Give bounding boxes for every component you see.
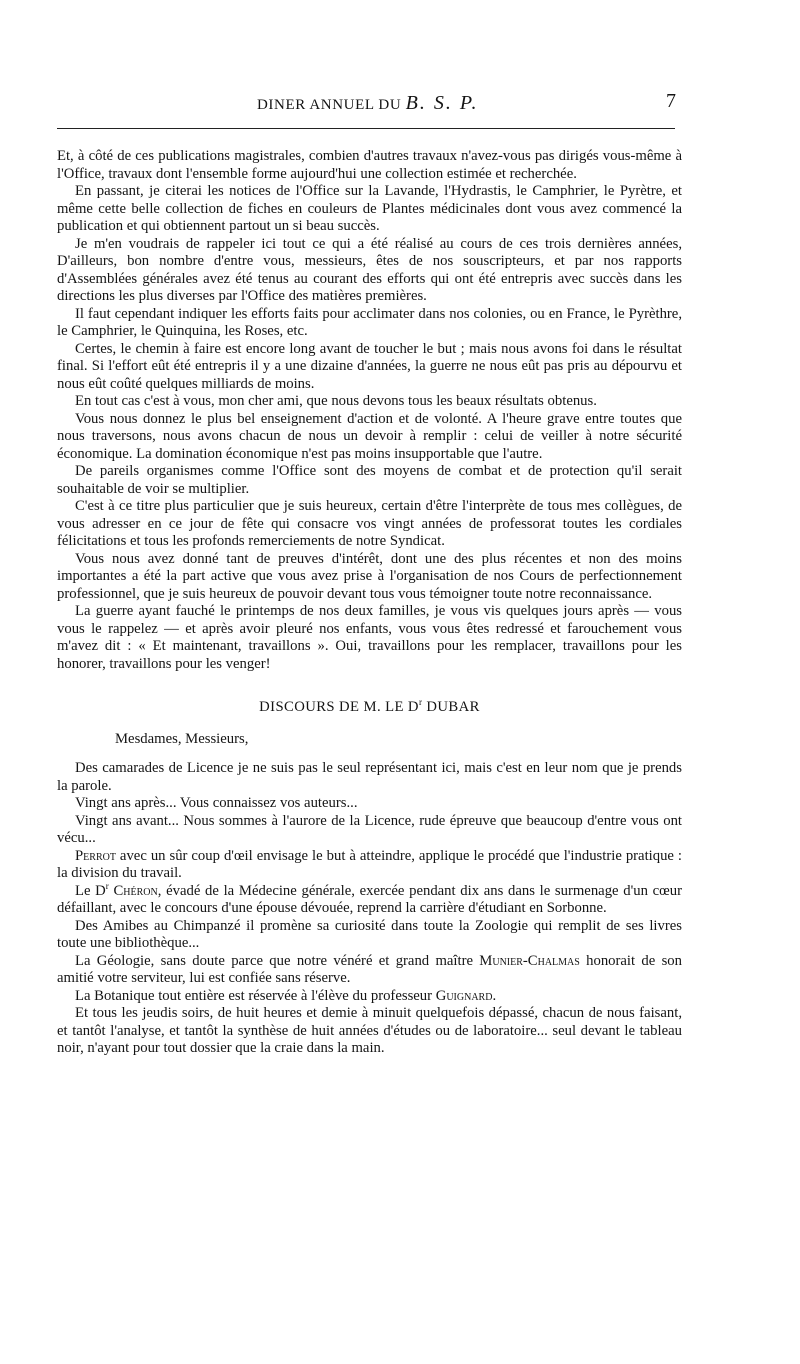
heading-suffix: DUBAR	[422, 699, 480, 715]
salutation: Mesdames, Messieurs,	[115, 730, 249, 747]
paragraph	[57, 848, 682, 883]
paragraph: La guerre ayant fauché le printemps de nos deux familles, je vous vis quelques jours après — vous vous le rappelez — et après avoir pleuré nos enfants, vous vous êtes redressé et farouchement vous m'avez dit : « Et maintenant, travaillons ». Oui, travaillons pour les remplacer, travaillons pour les honorer, travaillons pour les venger!	[57, 603, 682, 672]
running-title	[257, 92, 478, 115]
paragraph-text: Le D	[75, 882, 106, 899]
paragraph-text: La Botanique tout entière est réservée à l'élève du professeur	[75, 987, 436, 1004]
paragraph: Vingt ans avant... Nous sommes à l'aurore de la Licence, rude épreuve que beaucoup d'entre vous ont vécu...	[57, 812, 682, 846]
paragraph: Des Amibes au Chimpanzé il promène sa curiosité dans toute la Zoologie qui remplit de ses livres toute une bibliothèque...	[57, 917, 682, 951]
body-text	[57, 148, 682, 1058]
paragraph: Des camarades de Licence je ne suis pas le seul représentant ici, mais c'est en leur nom que je prends la parole.	[57, 760, 682, 794]
paragraph-text: La Géologie, sans doute parce que notre vénéré et grand maître	[75, 952, 480, 969]
paragraph: Et tous les jeudis soirs, de huit heures et demie à minuit quelquefois dépassé, chacun de nous faisant, et tantôt l'analyse, et tantôt la synthèse de huit années d'études ou de laboratoire... seul devant le tableau noir, n'ayant pour tout dossier que la craie dans la main.	[57, 1005, 682, 1056]
title-sup: r	[105, 880, 109, 891]
person-name: Chéron	[108, 882, 158, 899]
running-title-initials: B. S. P.	[405, 92, 479, 114]
paragraph-text: , évadé de la Médecine générale, exercée pendant dix ans dans le surmenage d'un cœur défaillant, avec le concours d'une épouse dévouée, reprend la carrière d'étudiant en Sorbonne.	[57, 882, 682, 916]
heading-prefix: DISCOURS DE M. LE D	[259, 699, 419, 715]
paragraph: En tout cas c'est à vous, mon cher ami, que nous devons tous les beaux résultats obtenus.	[75, 393, 597, 409]
page-number: 7	[666, 90, 676, 112]
paragraph-text: avec un sûr coup d'œil envisage le but à atteindre, applique le procédé que l'industrie pratique : la division du travail.	[57, 847, 682, 881]
paragraph: Certes, le chemin à faire est encore long avant de toucher le but ; mais nous avons foi dans le résultat final. Si l'effort eût été entrepris il y a une dizaine d'années, la guerre ne nous eût pas pris au dépourvu et nous eût coûté quelques milliards de moins.	[57, 340, 682, 392]
paragraph: Je m'en voudrais de rappeler ici tout ce qui a été réalisé au cours de ces trois dernières années, D'ailleurs, bon nombre d'entre vous, messieurs, êtes de nos souscripteurs, et par nos rapports d'Assemblées générales avez été tenus au courant des efforts qui ont été entrepris avec succès dans les directions les plus diverses par l'Office des matières premières.	[57, 235, 682, 304]
paragraph	[57, 953, 682, 988]
paragraph: Vous nous avez donné tant de preuves d'intérêt, dont une des plus récentes et non des moins importantes a été la part active que vous avez prise à l'organisation de nos Cours de perfectionnement professionnel, que je suis heureux de pouvoir devant tous vous témoigner toute notre reconnaissance.	[57, 550, 682, 602]
paragraph-text: .	[492, 987, 497, 1004]
paragraph: De pareils organismes comme l'Office sont des moyens de combat et de protection qu'il serait souhaitable de voir se multiplier.	[57, 463, 682, 497]
paragraph: Et, à côté de ces publications magistrales, combien d'autres travaux n'avez-vous pas dirigés vous-même à l'Office, travaux dont l'ensemble forme aujourd'hui une collection estimée et recherchée.	[57, 148, 682, 182]
heading-sup: r	[418, 697, 423, 708]
running-header	[57, 92, 682, 116]
running-title-prefix: DINER ANNUEL DU	[257, 97, 402, 113]
person-name: Guignard	[435, 987, 493, 1004]
header-rule	[57, 128, 675, 129]
section-heading	[57, 699, 682, 717]
paragraph: C'est à ce titre plus particulier que je suis heureux, certain d'être l'interprète de tous mes collègues, de vous adresser en ce jour de fête qui consacre vos vingt années de professorat toutes les cordiales félicitations et tous les profonds remerciements de notre Syndicat.	[57, 498, 682, 549]
paragraph: Vous nous donnez le plus bel enseignement d'action et de volonté. A l'heure grave entre toutes que nous traversons, nous avons chacun de nous un devoir à remplir : celui de veiller à notre sécurité économique. La domination économique n'est pas moins insupportable que l'autre.	[57, 410, 682, 462]
person-name: Munier-Chalmas	[479, 952, 580, 969]
paragraph: Vingt ans après... Vous connaissez vos auteurs...	[75, 795, 358, 811]
paragraph	[57, 880, 682, 918]
document-page	[57, 0, 682, 1364]
paragraph: En passant, je citerai les notices de l'Office sur la Lavande, l'Hydrastis, le Camphrier, le Pyrètre, et même cette belle collection de fiches en couleurs de Plantes médicinales dont vous avez commencé la publication et qui obtiennent partout un si beau succès.	[57, 183, 682, 234]
paragraph: Il faut cependant indiquer les efforts faits pour acclimater dans nos colonies, ou en France, le Pyrèthre, le Camphrier, le Quinquina, les Roses, etc.	[57, 305, 682, 339]
paragraph-text: honorait de son amitié votre serviteur, lui est confiée sans réserve.	[57, 952, 682, 986]
person-name: Perrot	[75, 847, 116, 864]
paragraph	[57, 988, 682, 1006]
